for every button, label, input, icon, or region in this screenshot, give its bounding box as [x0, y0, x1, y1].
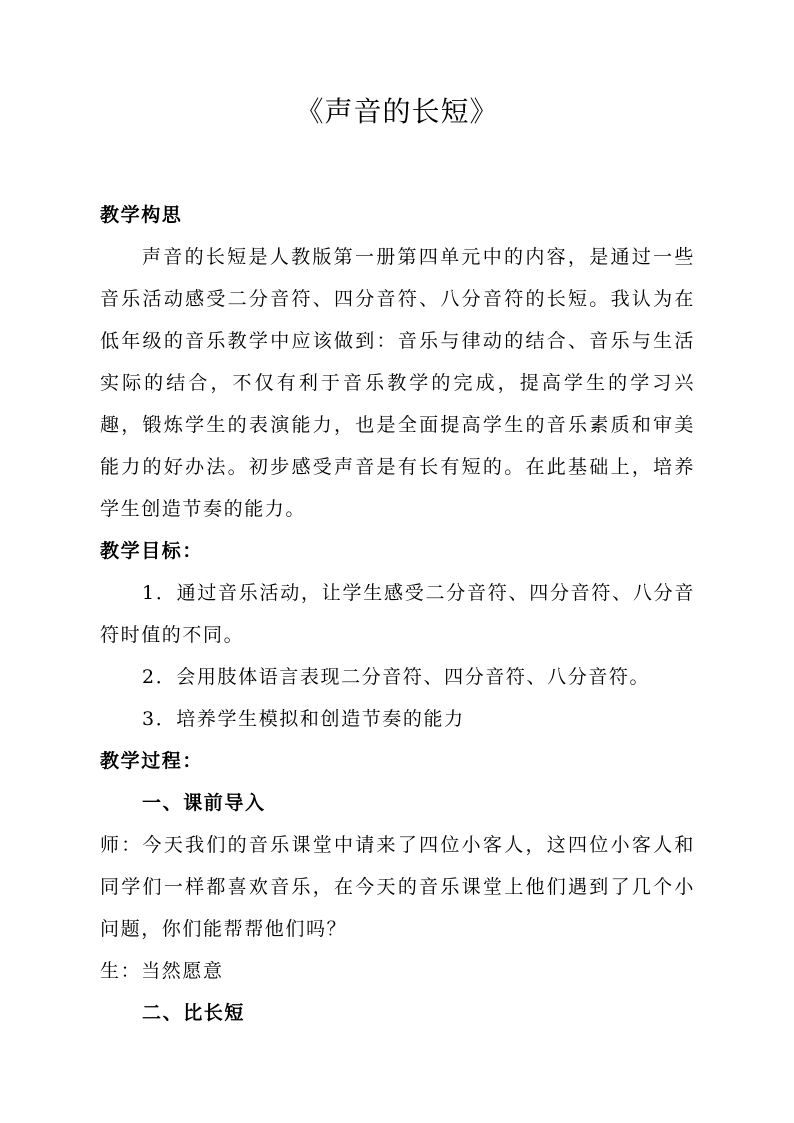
goal-item-3: 3．培养学生模拟和创造节奏的能力	[142, 708, 465, 730]
subsection-heading-intro: 一、课前导入	[142, 792, 266, 814]
document-body	[100, 194, 695, 1034]
goal-item-1: 1．通过音乐活动，让学生感受二分音符、四分音符、八分音符时值的不同。	[100, 582, 695, 646]
subsection-heading-compare: 二、比长短	[142, 1002, 246, 1024]
section-heading-concept: 教学构思	[100, 204, 183, 226]
goal-item-2: 2．会用肢体语言表现二分音符、四分音符、八分音符。	[142, 666, 651, 688]
concept-paragraph: 声音的长短是人教版第一册第四单元中的内容，是通过一些音乐活动感受二分音符、四分音符、八分音符的长短。我认为在低年级的音乐教学中应该做到：音乐与律动的结合、音乐与生活实际的结合，不仅有利于音乐教学的完成，提高学生的学习兴趣，锻炼学生的表演能力，也是全面提高学生的音乐素质和审美能力的好办法。初步感受声音是有长有短的。在此基础上，培养学生创造节奏的能力。	[100, 246, 695, 520]
section-heading-goals: 教学目标：	[100, 540, 204, 562]
document-title: 《声音的长短》	[295, 95, 499, 128]
teacher-dialogue: 师：今天我们的音乐课堂中请来了四位小客人，这四位小客人和同学们一样都喜欢音乐，在今天的音乐课堂上他们遇到了几个小问题，你们能帮帮他们吗？	[100, 834, 695, 940]
section-heading-process: 教学过程：	[100, 750, 204, 772]
student-dialogue: 生：当然愿意	[100, 960, 224, 982]
